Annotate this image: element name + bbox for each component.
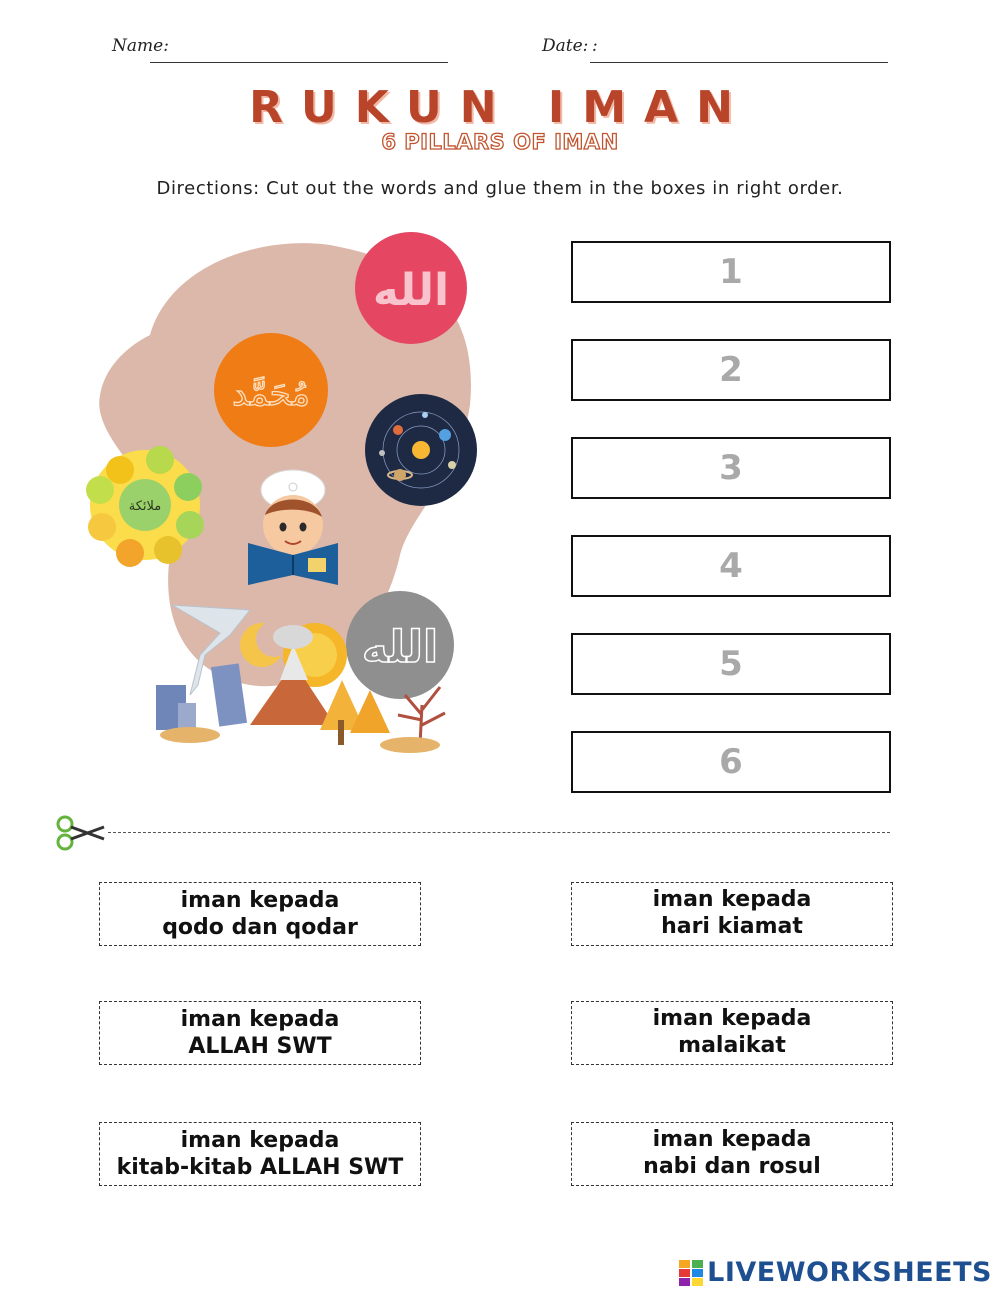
name-line[interactable] bbox=[150, 62, 448, 63]
footer-brand[interactable] bbox=[679, 1257, 992, 1288]
date-colon: : bbox=[592, 36, 598, 56]
word-card-line2: nabi dan rosul bbox=[643, 1154, 821, 1179]
word-card-line1: iman kepada bbox=[652, 887, 812, 912]
word-card-line1: iman kepada bbox=[180, 1128, 340, 1153]
word-card-kitab-kitab[interactable] bbox=[99, 1122, 421, 1186]
scissors-icon bbox=[54, 815, 106, 851]
muhammad-calligraphy: مُحَمَّد bbox=[232, 374, 310, 414]
word-card-line2: hari kiamat bbox=[661, 914, 803, 939]
word-card-allah-swt[interactable] bbox=[99, 1001, 421, 1065]
word-card-line2: malaikat bbox=[678, 1033, 786, 1058]
illustration bbox=[80, 225, 500, 765]
answer-box-4[interactable]: 4 bbox=[571, 535, 891, 597]
answer-box-3[interactable]: 3 bbox=[571, 437, 891, 499]
allah-grey-calligraphy: الله bbox=[361, 622, 439, 673]
footer-brand-text: LIVEWORKSHEETS bbox=[707, 1257, 992, 1288]
page-title: RUKUN IMAN bbox=[249, 82, 751, 133]
page-subtitle: 6 PILLARS OF IMAN bbox=[381, 130, 619, 154]
universe-circle-icon bbox=[365, 394, 477, 506]
word-card-nabi-dan-rosul[interactable] bbox=[571, 1122, 893, 1186]
malaikat-center-label: ملائكة bbox=[128, 499, 162, 514]
answer-box-6[interactable]: 6 bbox=[571, 731, 891, 793]
allah-grey-circle-icon bbox=[346, 591, 454, 699]
answer-box-5[interactable]: 5 bbox=[571, 633, 891, 695]
word-card-line1: iman kepada bbox=[652, 1006, 812, 1031]
cut-line bbox=[108, 832, 890, 833]
word-card-line2: kitab-kitab ALLAH SWT bbox=[116, 1155, 404, 1180]
word-card-line1: iman kepada bbox=[180, 1007, 340, 1032]
answer-box-2[interactable]: 2 bbox=[571, 339, 891, 401]
liveworksheets-logo-icon bbox=[679, 1260, 703, 1286]
allah-calligraphy: الله bbox=[372, 265, 450, 316]
name-label: Name: bbox=[112, 36, 169, 56]
word-card-line2: qodo dan qodar bbox=[162, 915, 358, 940]
answer-box-1[interactable]: 1 bbox=[571, 241, 891, 303]
directions-text: Directions: Cut out the words and glue them in the boxes in right order. bbox=[156, 178, 844, 199]
date-line[interactable] bbox=[590, 62, 888, 63]
word-card-hari-kiamat[interactable] bbox=[571, 882, 893, 946]
date-label: Date: bbox=[542, 36, 589, 56]
allah-circle-icon bbox=[355, 232, 467, 344]
word-card-qodo-dan-qodar[interactable] bbox=[99, 882, 421, 946]
word-card-line2: ALLAH SWT bbox=[188, 1034, 332, 1059]
word-card-line1: iman kepada bbox=[180, 888, 340, 913]
word-card-line1: iman kepada bbox=[652, 1127, 812, 1152]
word-card-malaikat[interactable] bbox=[571, 1001, 893, 1065]
muhammad-circle-icon bbox=[214, 333, 328, 447]
